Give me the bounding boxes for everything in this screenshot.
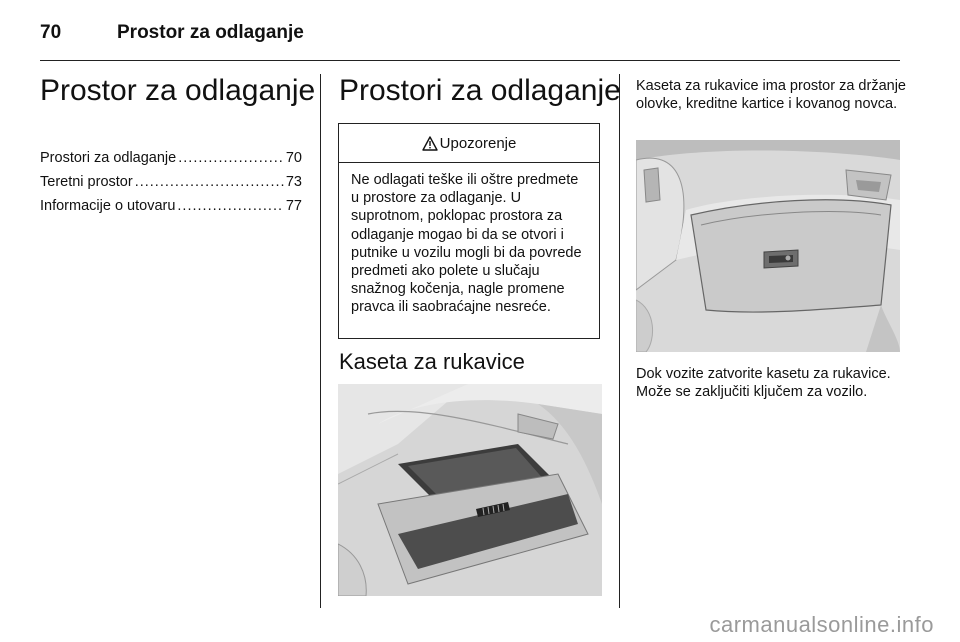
table-of-contents (40, 150, 302, 222)
warning-header (339, 124, 599, 163)
header-rule (40, 60, 900, 61)
warning-heading: Upozorenje (439, 134, 517, 152)
toc-leader-dots (178, 150, 284, 166)
toc-entry[interactable] (40, 174, 302, 198)
toc-entry-label: Prostori za odlaganje (40, 150, 177, 166)
toc-entry-label: Informacije o utovaru (40, 198, 176, 214)
chapter-title: Prostor za odlaganje (40, 74, 316, 107)
column-divider-left (320, 74, 321, 608)
warning-triangle-icon (422, 136, 438, 151)
section-title: Prostori za odlaganje (339, 74, 621, 107)
glovebox-closed-illustration (636, 140, 900, 352)
toc-entry-page: 73 (285, 174, 302, 190)
toc-entry-label: Teretni prostor (40, 174, 133, 190)
subsection-title: Kaseta za rukavice (339, 349, 525, 374)
warning-text: Ne odlagati teške ili oštre predmete u prostore za odlaganje. U suprotnom, poklopac prostora za odlaganje mogao bi da se otvori i putnike u vozilu mogli bi da povrede predmeti ako polete u slučaju snažnog kočenja, nagle promene pravca ili saobraćajne nesreće. (351, 172, 582, 316)
watermark: carmanualsonline.info (709, 612, 934, 637)
toc-leader-dots (135, 174, 284, 190)
page-number: 70 (40, 22, 62, 43)
paragraph-glovebox-holders: Kaseta za rukavice ima prostor za držanje olovke, kreditne kartice i kovanog novca. (636, 78, 906, 112)
toc-entry-page: 70 (285, 150, 302, 166)
running-header-title: Prostor za odlaganje (117, 22, 304, 43)
toc-entry-page: 77 (285, 198, 302, 214)
toc-leader-dots (177, 198, 283, 214)
toc-entry[interactable] (40, 198, 302, 222)
column-divider-right (619, 74, 620, 608)
paragraph-glovebox-closing: Dok vozite zatvorite kasetu za rukavice. Može se zaključiti ključem za vozilo. (636, 366, 891, 400)
warning-box (338, 123, 600, 339)
toc-entry[interactable] (40, 150, 302, 174)
glovebox-open-illustration (338, 384, 602, 596)
